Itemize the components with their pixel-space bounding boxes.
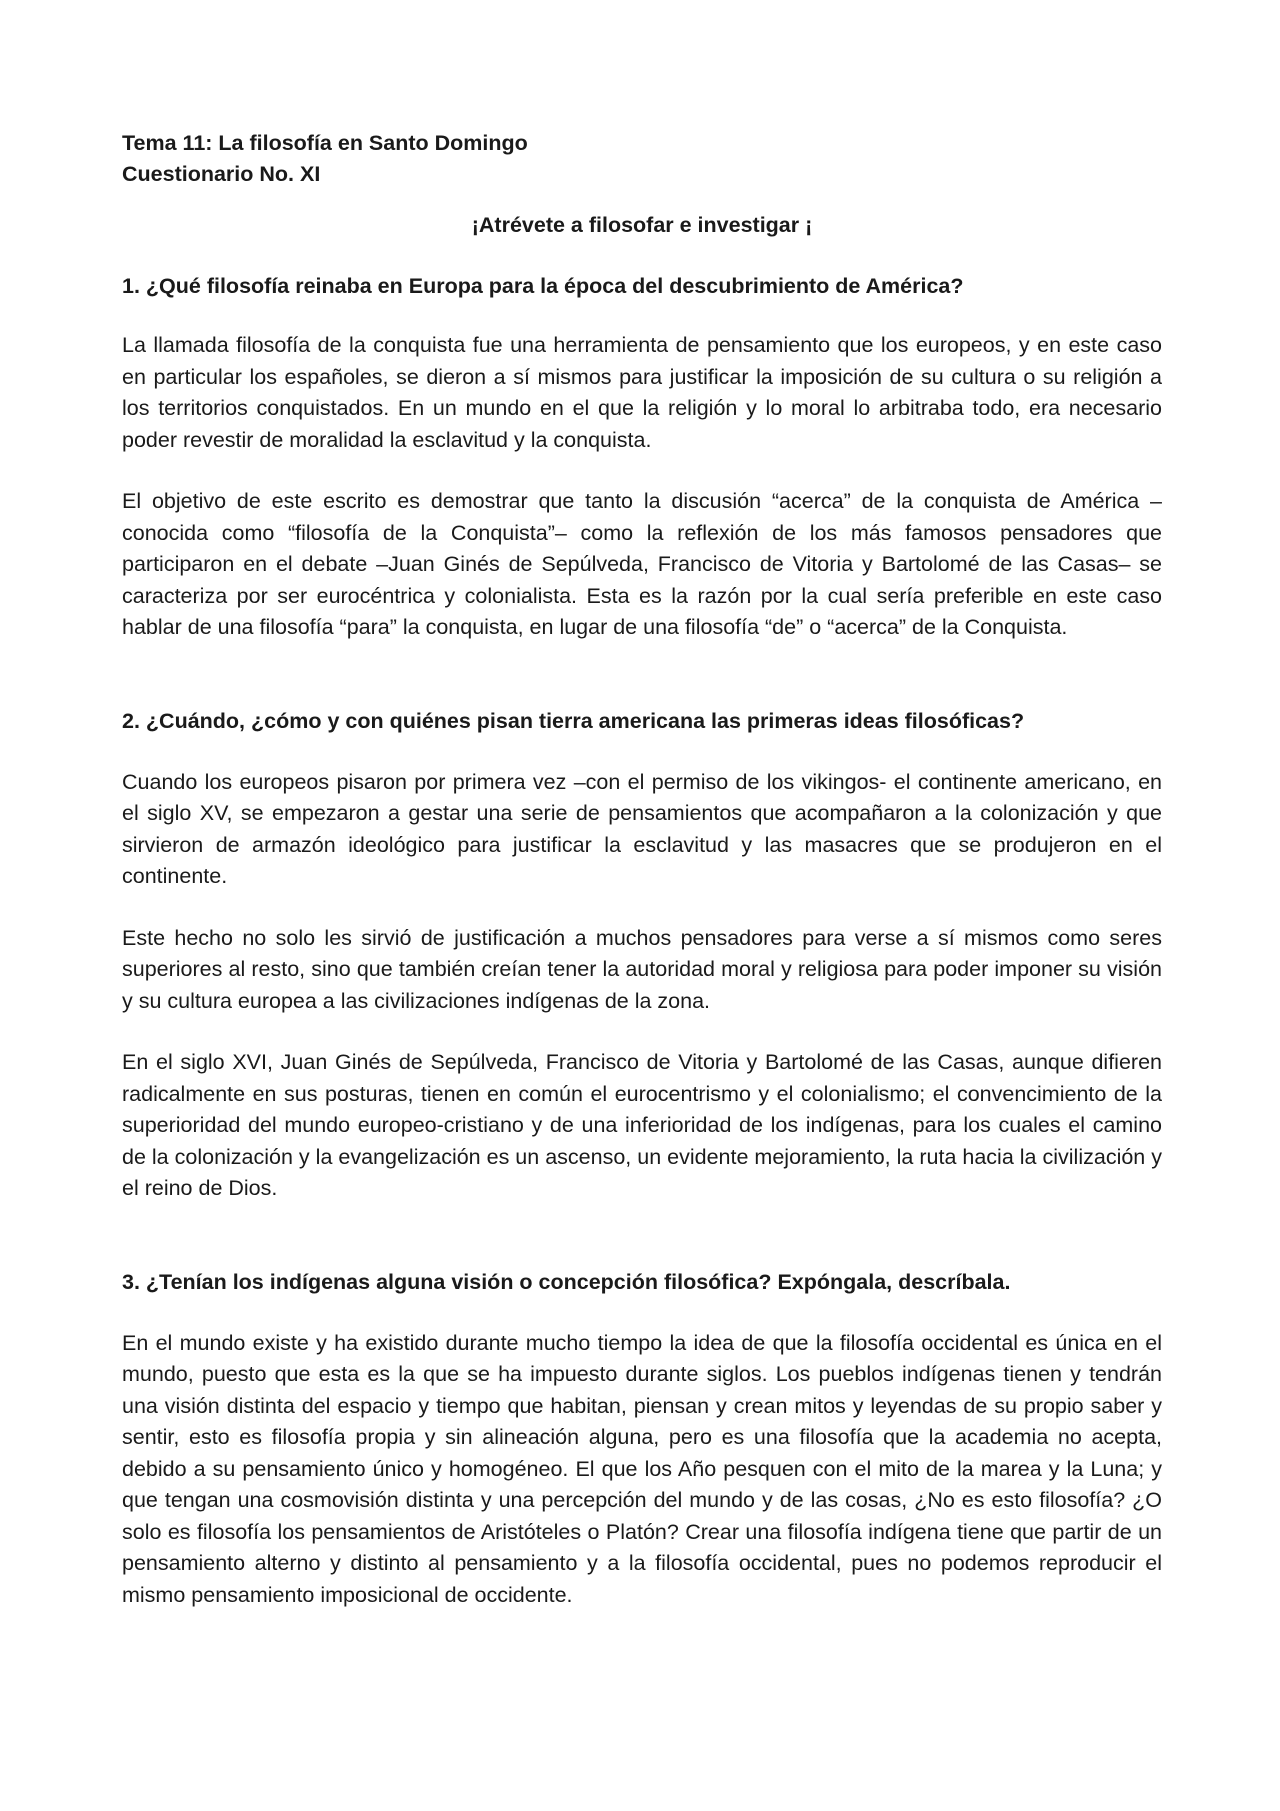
document-body: [122, 128, 1162, 1611]
answer-1-paragraph-2: El objetivo de este escrito es demostrar que tanto la discusión “acerca” de la conquista de América –conocida como “filosofía de la Conquista”– como la reflexión de los más famosos pensadores que participaron en el debate –Juan Ginés de Sepúlveda, Francisco de Vitoria y Bartolomé de las Casas– se caracteriza por ser eurocéntrica y colonialista. Esta es la razón por la cual sería preferible en este caso hablar de una filosofía “para” la conquista, en lugar de una filosofía “de” o “acerca” de la Conquista.: [122, 489, 1162, 639]
answer-3-paragraph-1: En el mundo existe y ha existido durante mucho tiempo la idea de que la filosofía occidental es única en el mundo, puesto que esta es la que se ha impuesto durante siglos. Los pueblos indígenas tienen y tendrán una visión distinta del espacio y tiempo que habitan, piensan y crean mitos y leyendas de su propio saber y sentir, esto es filosofía propia y sin alineación alguna, pero es una filosofía que la academia no acepta, debido a su pensamiento único y homogéneo. El que los Año pesquen con el mito de la marea y la Luna; y que tengan una cosmovisión distinta y una percepción del mundo y de las cosas, ¿No es esto filosofía? ¿O solo es filosofía los pensamientos de Aristóteles o Platón? Crear una filosofía indígena tiene que partir de un pensamiento alterno y distinto al pensamiento y a la filosofía occidental, pues no podemos reproducir el mismo pensamiento imposicional de occidente.: [122, 1330, 1162, 1607]
topic-heading: Tema 11: La filosofía en Santo Domingo: [122, 131, 528, 155]
question-1-title: 1. ¿Qué filosofía reinaba en Europa para la época del descubrimiento de América?: [122, 274, 964, 298]
answer-2-paragraph-3: En el siglo XVI, Juan Ginés de Sepúlveda, Francisco de Vitoria y Bartolomé de las Casas, aunque difieren radicalmente en sus posturas, tienen en común el eurocentrismo y el colonialismo; el convencimiento de la superioridad del mundo europeo-cristiano y de una inferioridad de los indígenas, para los cuales el camino de la colonización y la evangelización es un ascenso, un evidente mejoramiento, la ruta hacia la civilización y el reino de Dios.: [122, 1050, 1162, 1200]
question-2-title: 2. ¿Cuándo, ¿cómo y con quiénes pisan tierra americana las primeras ideas filosóficas?: [122, 708, 1025, 733]
question-3-title: 3. ¿Tenían los indígenas alguna visión o concepción filosófica? Expóngala, descríbala.: [122, 1269, 1011, 1294]
answer-2-paragraph-2: Este hecho no solo les sirvió de justificación a muchos pensadores para verse a sí mismos como seres superiores al resto, sino que también creían tener la autoridad moral y religiosa para poder imponer su visión y su cultura europea a las civilizaciones indígenas de la zona.: [122, 925, 1162, 1013]
questionnaire-heading: Cuestionario No. XI: [122, 162, 321, 186]
answer-1-paragraph-1: La llamada filosofía de la conquista fue una herramienta de pensamiento que los europeos, y en este caso en particular los españoles, se dieron a sí mismos para justificar la imposición de su cultura o su religión a los territorios conquistados. En un mundo en el que la religión y lo moral lo arbitraba todo, era necesario poder revestir de moralidad la esclavitud y la conquista.: [122, 333, 1162, 452]
motto-heading: ¡Atrévete a filosofar e investigar ¡: [471, 213, 813, 237]
answer-2-paragraph-1: Cuando los europeos pisaron por primera vez –con el permiso de los vikingos- el continente americano, en el siglo XV, se empezaron a gestar una serie de pensamientos que acompañaron a la colonización y que sirvieron de armazón ideológico para justificar la esclavitud y las masacres que se produjeron en el continente.: [122, 769, 1162, 888]
